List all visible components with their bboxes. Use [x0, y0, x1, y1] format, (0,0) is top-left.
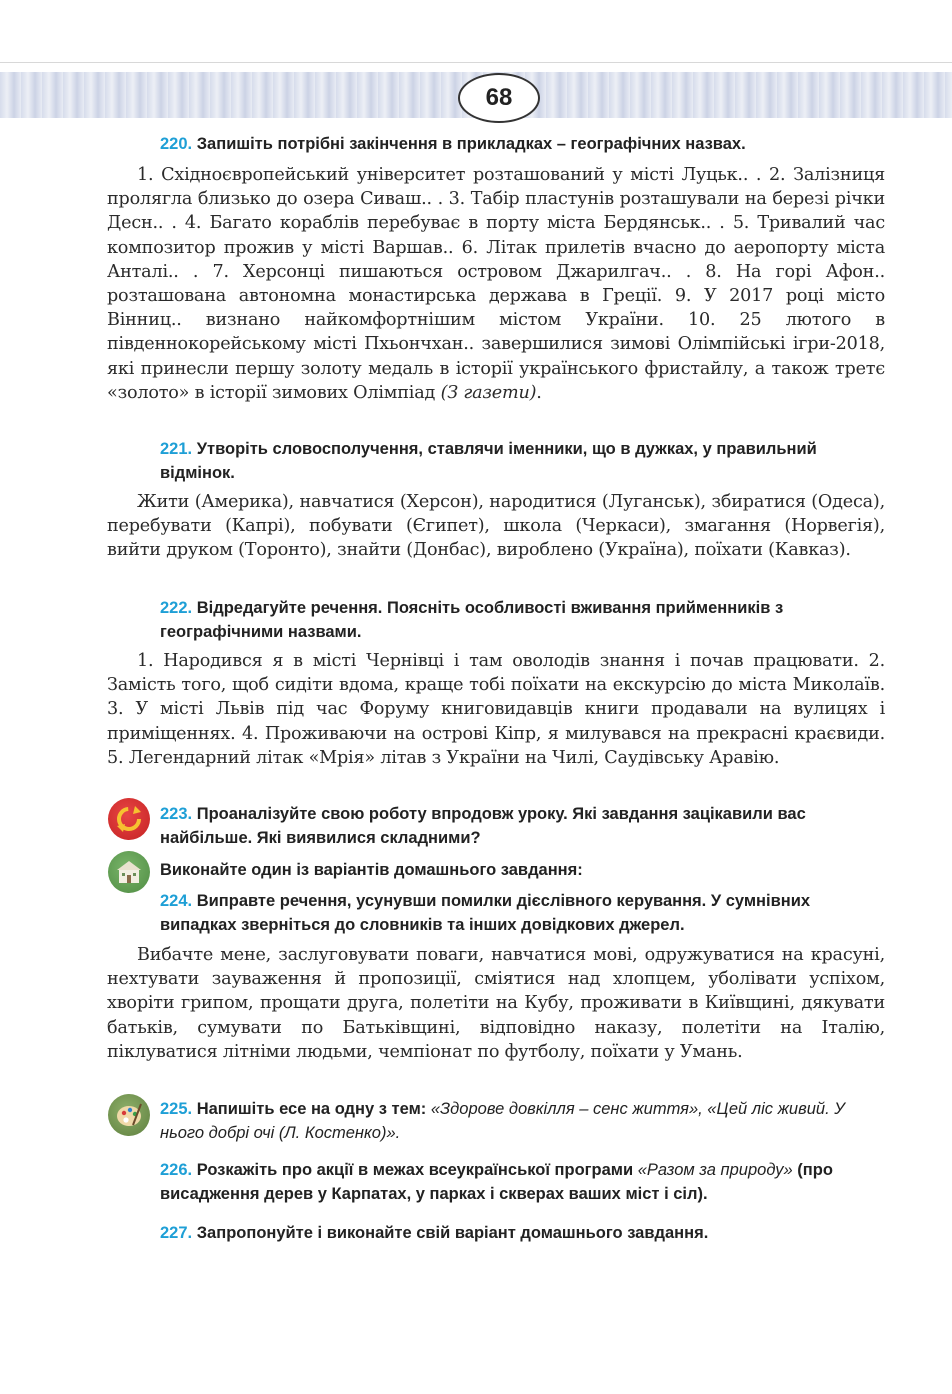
task-number: 222. — [160, 599, 193, 617]
exercise-221-text: Жити (Америка), навчатися (Херсон), народитися (Луганськ), збиратися (Одеса), перебувати (Капрі), побувати (Єгипет), школа (Черкаси), змагання (Норвегія), вийти друком (Торонто), знайти (Донбас), вироблено (Україна), поїхати (Кавказ). — [107, 492, 885, 561]
task-number: 224. — [160, 892, 193, 910]
task-number: 220. — [160, 135, 193, 153]
refresh-arrows-icon — [108, 798, 150, 840]
task-227 — [160, 1221, 886, 1245]
task-instruction: Утворіть словосполучення, ставлячи іменники, що в дужках, у правильний відмінок. — [160, 440, 817, 482]
task-225 — [160, 1097, 886, 1145]
task-instruction-rest: (про висадження дерев у Карпатах, у парках і скверах ваших міст і сіл). — [160, 1161, 833, 1203]
task-226 — [160, 1158, 886, 1206]
school-building-icon — [108, 851, 150, 893]
task-number: 223. — [160, 805, 193, 823]
exercise-220-text: 1. Східноєвропейський університет розташований у місті Луцьк.. . 2. Залізниця пролягла близько до озера Сиваш.. . 3. Табір пластунів розташували на березі річки Десн.. . 4. Багато кораблів перебуває в порту міста Бердянськ.. . 5. Тривалий час композитор прожив у місті Варшав.. 6. Літак прилетів вчасно до аеропорту міста Анталі.. . 7. Херсонці пишаються островом Джарилгач.. . 8. На горі Афон.. розташована автономна монастирська держава в Греції. 9. У 2017 році місто Вінниц.. визнано найкомфортнішим містом України. 10. 25 лютого в південнокорейському місті Пхьончхан.. завершилися зимові Олімпійські ігри-2018, які принесли першу золоту медаль в історії українського фристайлу, а також третє «золото» в історії зимових Олімпіад (З газети). — [107, 165, 885, 403]
task-220 — [160, 132, 886, 156]
task-number: 221. — [160, 440, 193, 458]
task-instruction: Виправте речення, усунувши помилки дієслівного керування. У сумнівних випадках зверніться до словників та інших довідкових джерел. — [160, 892, 811, 934]
task-instruction: Напишіть есе на одну з тем: — [196, 1100, 427, 1118]
task-instruction: Відредагуйте речення. Поясніть особливості вживання прийменників з географічними назвами. — [160, 599, 784, 641]
header-rule — [0, 62, 952, 63]
task-instruction: Розкажіть про акції в межах всеукраїнської програми — [196, 1161, 634, 1179]
task-instruction: Проаналізуйте свою роботу впродовж уроку. Які завдання зацікавили вас найбільше. Які виявилися складними? — [160, 805, 806, 847]
program-name: «Разом за природу» — [637, 1161, 793, 1179]
task-number: 225. — [160, 1100, 193, 1118]
task-number: 227. — [160, 1224, 193, 1242]
palette-icon — [108, 1094, 150, 1136]
page-number: 68 — [458, 73, 540, 123]
task-224 — [160, 889, 886, 937]
homework-heading: Виконайте один із варіантів домашнього завдання: — [160, 861, 583, 879]
essay-topics: «Здорове довкілля – сенс життя», «Цей ліс живий. У нього добрі очі (Л. Костенко)». — [160, 1100, 845, 1142]
exercise-224-text: Вибачте мене, заслуговувати поваги, навчатися мові, одружуватися на красуні, нехтувати зауваження й пропозиції, сміятися над хлопцем, уболівати успіхом, хворіти грипом, прощати друга, полетіти на Кубу, проживати в Київщині, дякувати батьків, сумувати по Батьківщині, відповідно наказу, полетіти на Італію, піклуватися літніми людьми, чемпіонат по футболу, поїхати у Умань. — [107, 945, 885, 1062]
paragraph: 1. Східноєвропейський університет розташований у місті Луцьк.. . 2. Залізниця пролягла близько до озера Сиваш.. . 3. Табір пластунів розташували на березі річки Десн.. . 4. Багато кораблів перебуває в порту міста Бердянськ.. . 5. Тривалий час композитор прожив у місті Варшав.. 6. Літак прилетів вчасно до аеропорту міста Анталі.. . 7. Херсонці пишаються островом Джарилгач.. . 8. На горі Афон.. розташована автономна монастирська держава в Греції. 9. У 2017 році місто Вінниц.. визнано найкомфортнішим містом України. 10. 25 лютого в південнокорейському місті Пхьончхан.. завершилися зимові Олімпійські ігри-2018, які принесли першу золоту медаль в історії українського фристайлу, а також третє «золото» в історії зимових Олімпіад — [107, 165, 885, 403]
task-223 — [160, 802, 886, 850]
task-222 — [160, 596, 886, 644]
task-instruction: Запропонуйте і виконайте свій варіант домашнього завдання. — [196, 1224, 709, 1242]
task-221 — [160, 437, 886, 485]
task-number: 226. — [160, 1161, 193, 1179]
task-instruction: Запишіть потрібні закінчення в прикладках – географічних назвах. — [196, 135, 746, 153]
source-note: (З газети) — [440, 382, 537, 403]
exercise-222-text: 1. Народився я в місті Чернівці і там оволодів знання і почав працювати. 2. Замість того, щоб сидіти вдома, краще тобі поїхати на екскурсію до міста Миколаїв. 3. У місті Львів під час Форуму книговидавців книги продавали на вулицях і приміщеннях. 4. Проживаючи на острові Кіпр, я милувався на прекрасні краєвиди. 5. Легендарний літак «Мрія» літав з України на Чилі, Саудівську Аравію. — [107, 651, 885, 768]
